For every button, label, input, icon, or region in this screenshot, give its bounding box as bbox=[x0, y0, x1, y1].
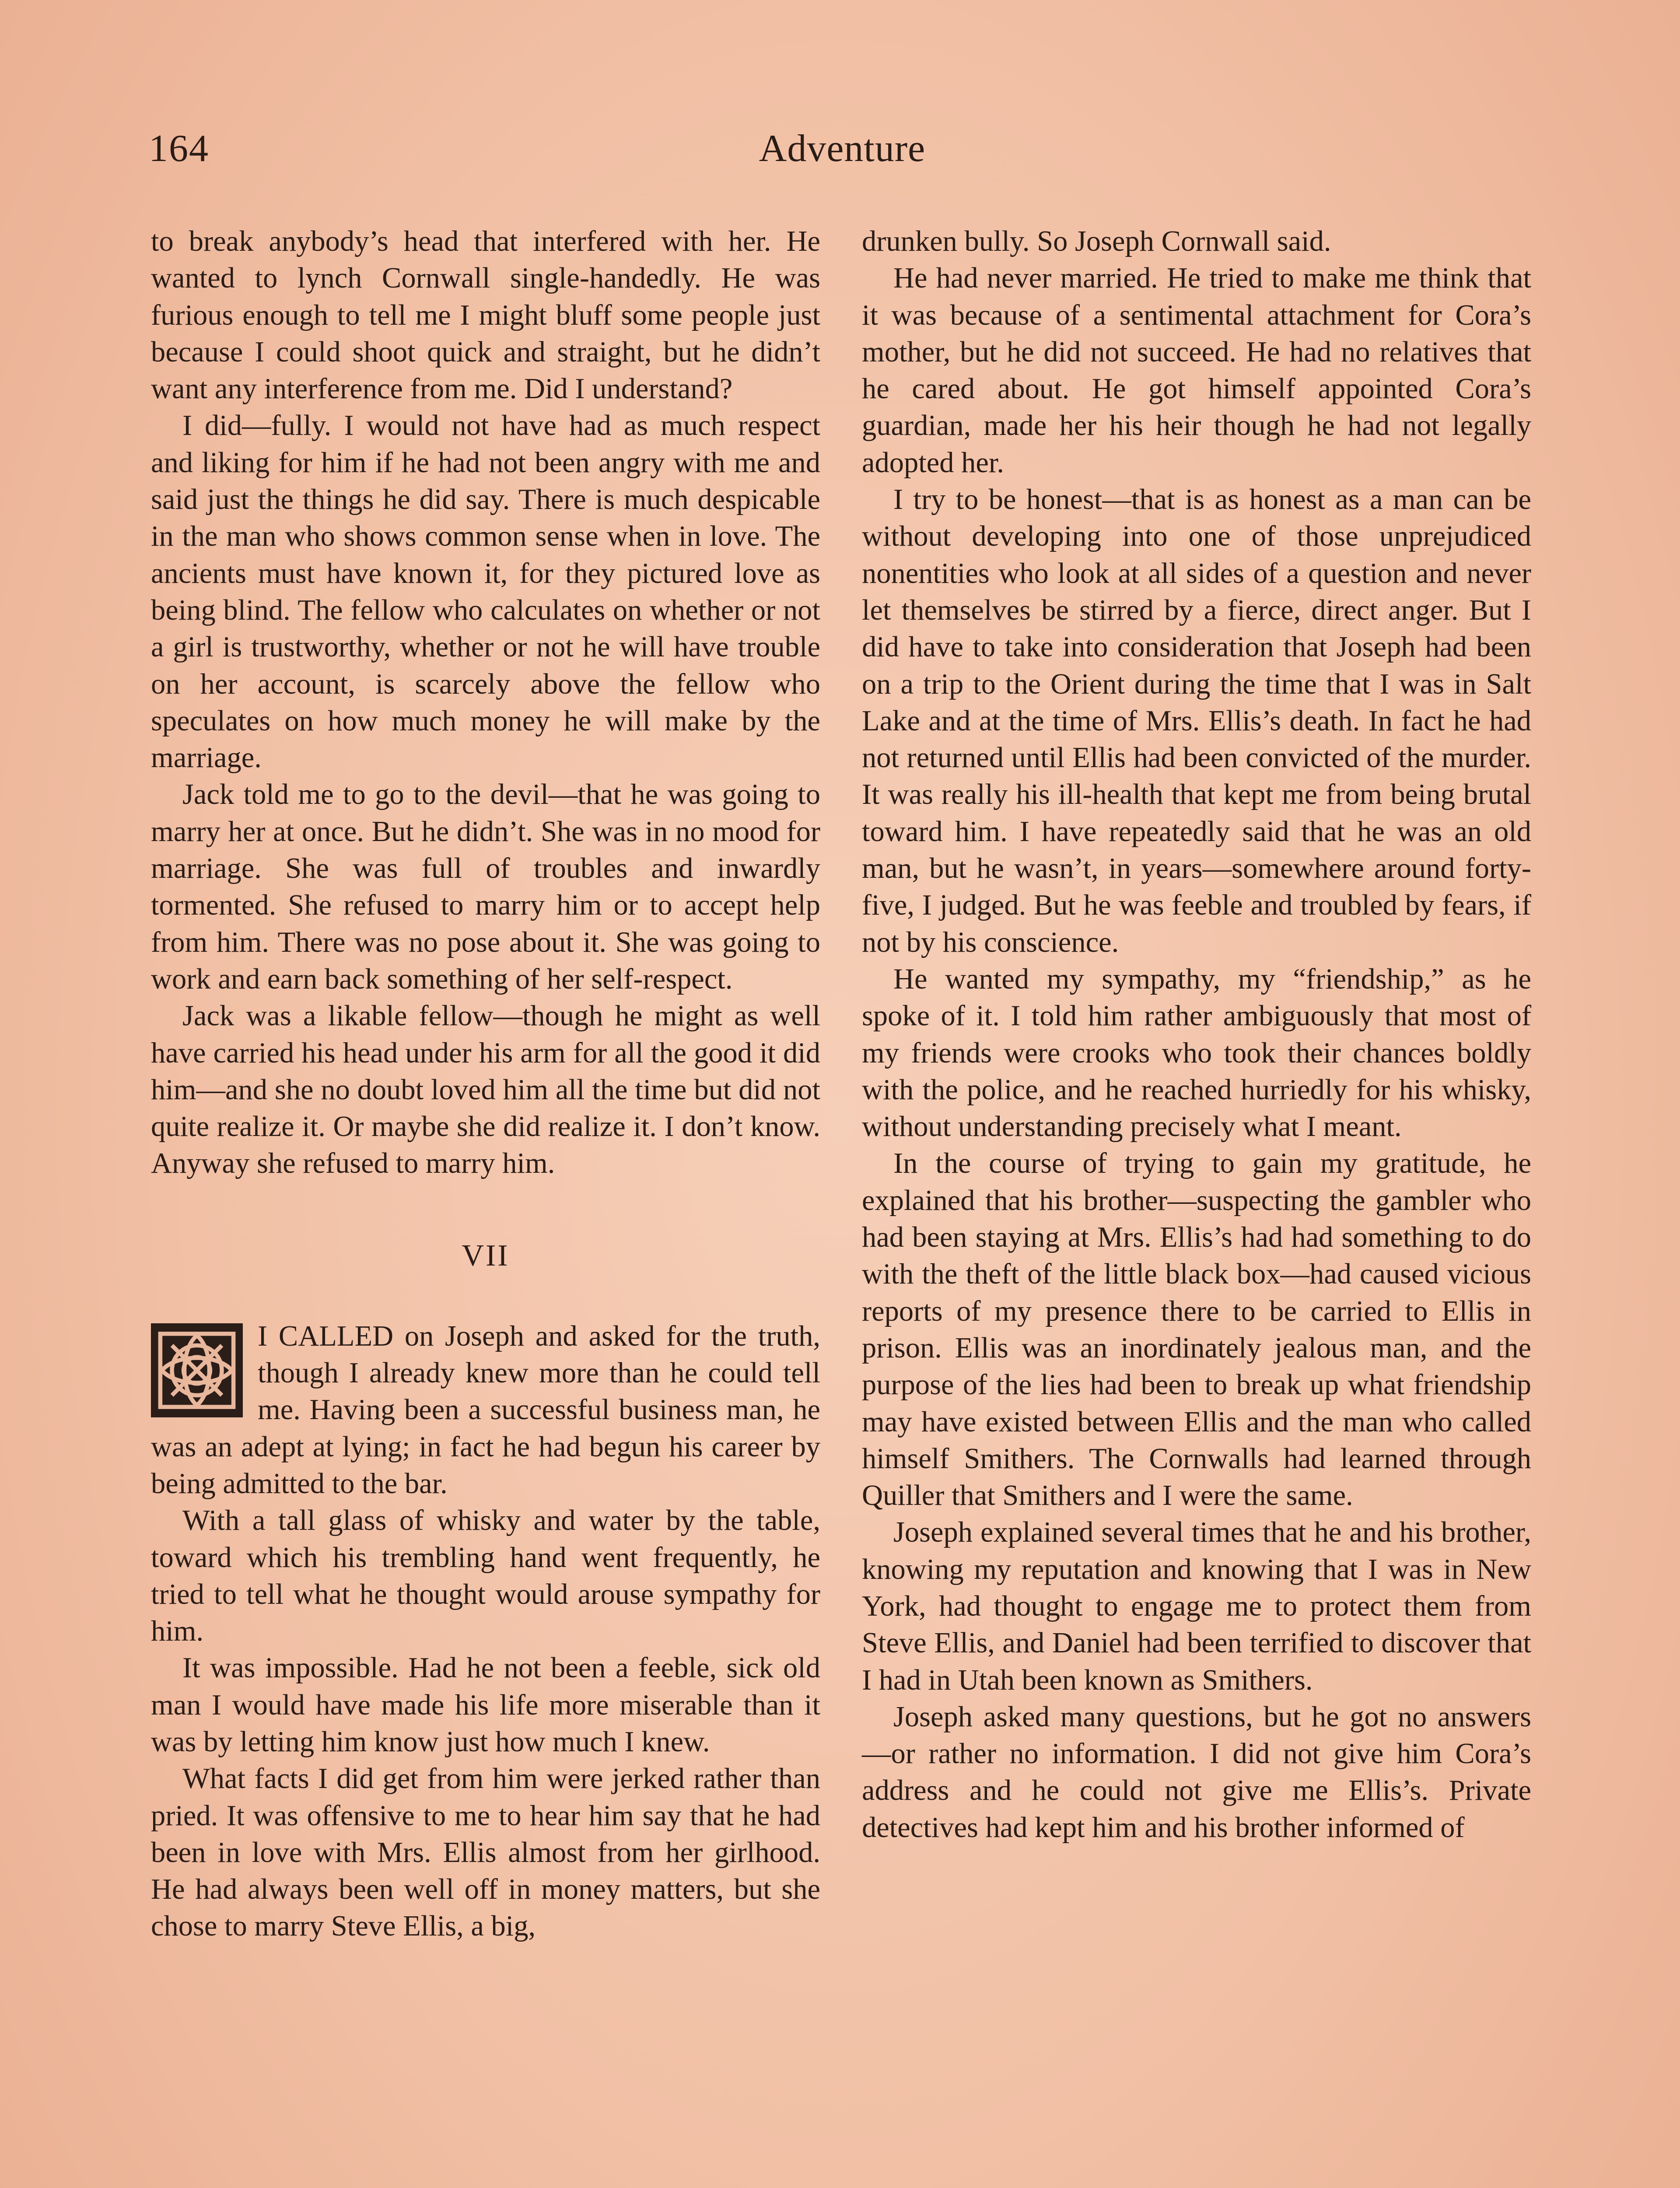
paragraph: Jack told me to go to the devil—that he was going to marry her at once. But he didn’t. She was in no mood for marriage. She was full of troubles and inwardly tormented. She refused to marry him or to accept help from him. There was no pose about it. She was going to work and earn back something of her self-respect. bbox=[151, 778, 820, 995]
paragraph: It was impossible. Had he not been a feeble, sick old man I would have made his life more miserable than it was by letting him know just how much I knew. bbox=[151, 1652, 820, 1758]
page-header bbox=[149, 125, 1536, 190]
paragraph: What facts I did get from him were jerked rather than pried. It was offensive to me to hear him say that he had been in love with Mrs. Ellis almost from her girlhood. He had always been well off in money matters, but she chose to marry Steve Ellis, a big, bbox=[151, 1763, 820, 1943]
paragraph: With a tall glass of whisky and water by the table, toward which his trembling hand went frequently, he tried to tell what he thought would arouse sympathy for him. bbox=[151, 1504, 820, 1648]
paragraph: Joseph asked many questions, but he got no answers—or rather no information. I did not give him Cora’s address and he could not give me Ellis’s. Private detectives had kept him and his brother informed of bbox=[862, 1701, 1531, 1844]
left-column bbox=[151, 223, 820, 1945]
paragraph: Joseph explained several times that he and his brother, knowing my reputation and knowing that I was in New York, had thought to engage me to protect them from Steve Ellis, and Daniel had been terrified to discover that I had in Utah been known as Smithers. bbox=[862, 1516, 1531, 1696]
running-title: Adventure bbox=[759, 127, 926, 170]
right-column bbox=[862, 223, 1531, 1846]
paragraph: to break anybody’s head that interfered with her. He wanted to lynch Cornwall single-handedly. He was furious enough to tell me I might bluff some people just because I could shoot quick and straight, but he didn’t want any interference from me. Did I understand? bbox=[151, 225, 820, 405]
page-number: 164 bbox=[149, 127, 209, 170]
paragraph: I try to be honest—that is as honest as a man can be without developing into one of those unprejudiced nonentities who look at all sides of a question and never let themselves be stirred by a fierce, direct anger. But I did have to take into consideration that Joseph had been on a trip to the Orient during the time that I was in Salt Lake and at the time of Mrs. Ellis’s death. In fact he had not returned until Ellis had been convicted of the murder. It was really his ill-health that kept me from being brutal toward him. I have repeatedly said that he was an old man, but he wasn’t, in years—somewhere around forty-five, I judged. But he was feeble and troubled by fears, if not by his conscience. bbox=[862, 484, 1531, 958]
paragraph: I did—fully. I would not have had as much respect and liking for him if he had not been angry with me and said just the things he did say. There is much despicable in the man who shows common sense when in love. The ancients must have known it, for they pictured love as being blind. The fellow who calculates on whether or not a girl is trustworthy, whether or not he will have trouble on her account, is scarcely above the fellow who speculates on how much money he will make by the marriage. bbox=[151, 410, 820, 774]
paragraph-continuation: drunken bully. So Joseph Cornwall said. bbox=[862, 225, 1331, 257]
celtic-knot-ornament bbox=[155, 1328, 238, 1413]
celtic-knot-icon bbox=[151, 1323, 243, 1417]
paragraph: He wanted my sympathy, my “friendship,” as he spoke of it. I told him rather ambiguously that most of my friends were crooks who took their chances boldly with the police, and he reached hurriedly for his whisky, without understanding precisely what I meant. bbox=[862, 963, 1531, 1143]
dropcap-paragraph: I CALLED on Joseph and asked for the truth, though I already knew more than he could tell me. Having been a successful business man, he was an adept at lying; in fact he had begun his career by being admitted to the bar. bbox=[151, 1320, 820, 1500]
section-heading: VII bbox=[462, 1238, 510, 1273]
paragraph: He had never married. He tried to make me think that it was because of a sentimental attachment for Cora’s mother, but he did not succeed. He had no relatives that he cared about. He got himself appointed Cora’s guardian, made her his heir though he had not legally adopted her. bbox=[862, 262, 1531, 479]
paragraph: In the course of trying to gain my gratitude, he explained that his brother—suspecting the gambler who had been staying at Mrs. Ellis’s had had something to do with the theft of the little black box—had caused vicious reports of my presence there to be carried to Ellis in prison. Ellis was an inordinately jealous man, and the purpose of the lies had been to break up what friendship may have existed between Ellis and the man who called himself Smithers. The Cornwalls had learned through Quiller that Smithers and I were the same. bbox=[862, 1147, 1531, 1512]
paragraph: Jack was a likable fellow—though he might as well have carried his head under his arm for all the good it did him—and she no doubt loved him all the time but did not quite realize it. Or maybe she did realize it. I don’t know. Anyway she refused to marry him. bbox=[151, 1000, 820, 1180]
